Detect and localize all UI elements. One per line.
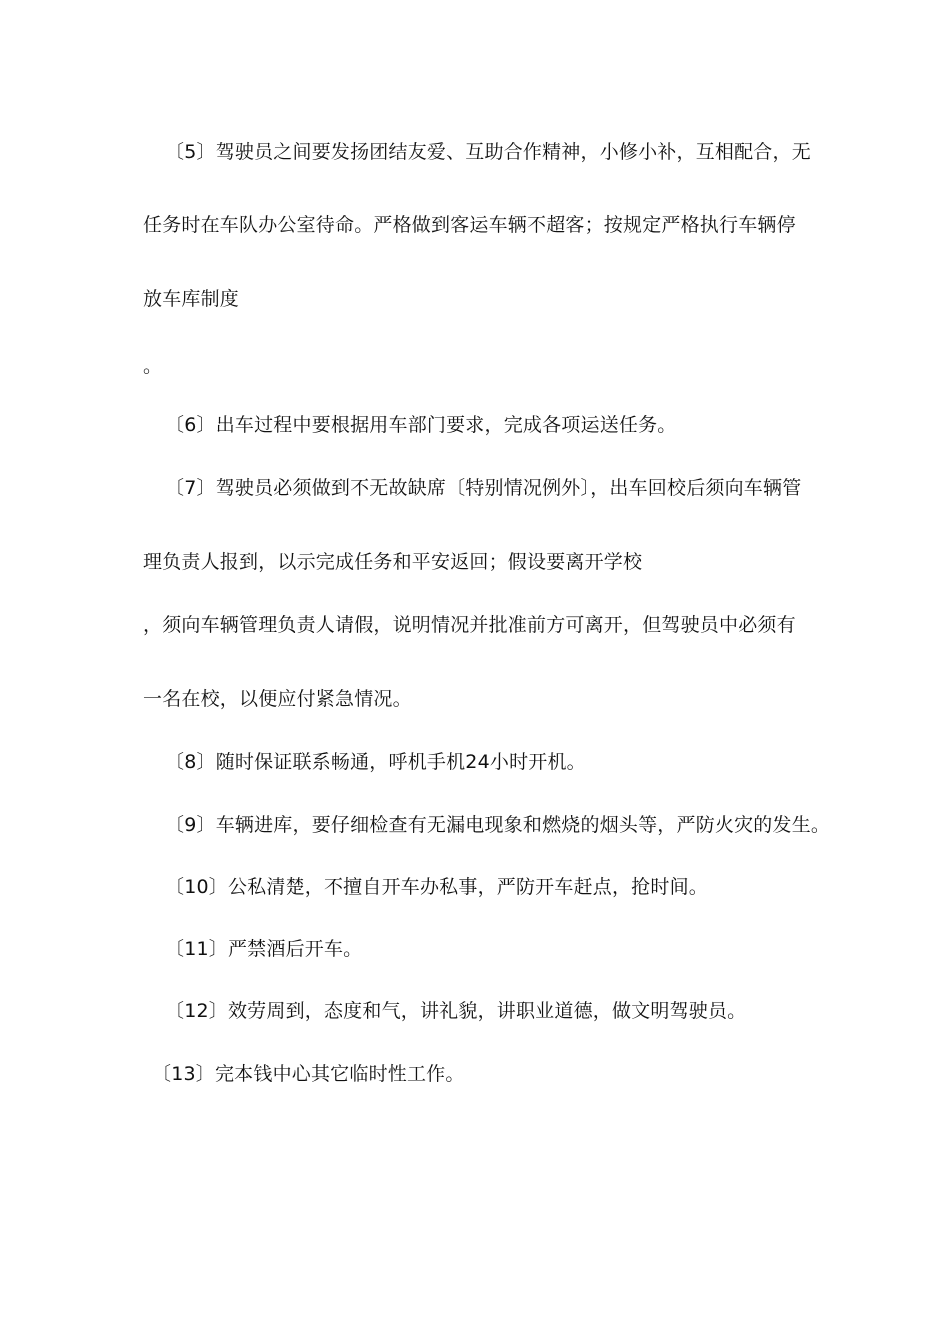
paragraph-line: 任务时在车队办公室待命。严格做到客运车辆不超客；按规定严格执行车辆停 <box>143 214 796 236</box>
paragraph-line: 〔5〕驾驶员之间要发扬团结友爱、互助合作精神，小修小补，互相配合，无 <box>165 141 811 163</box>
paragraph-line: ，须向车辆管理负责人请假，说明情况并批准前方可离开，但驾驶员中必须有 <box>143 614 796 636</box>
paragraph-line: 一名在校，以便应付紧急情况。 <box>143 688 412 710</box>
paragraph-line: 〔7〕驾驶员必须做到不无故缺席〔特别情况例外〕，出车回校后须向车辆管 <box>165 477 802 499</box>
paragraph-line: 〔8〕随时保证联系畅通，呼机手机24小时开机。 <box>165 751 586 773</box>
paragraph-line: 放车库制度 <box>143 288 240 310</box>
paragraph-line: 理负责人报到，以示完成任务和平安返回；假设要离开学校 <box>143 551 643 573</box>
paragraph-line: 〔11〕严禁酒后开车。 <box>165 938 363 960</box>
paragraph-line: 〔12〕效劳周到，态度和气，讲礼貌，讲职业道德，做文明驾驶员。 <box>165 1000 747 1022</box>
paragraph-line: 〔6〕出车过程中要根据用车部门要求，完成各项运送任务。 <box>165 414 677 436</box>
paragraph-line: 〔10〕公私清楚，不擅自开车办私事，严防开车赶点，抢时间。 <box>165 876 708 898</box>
paragraph-line: 〔9〕车辆进库，要仔细检查有无漏电现象和燃烧的烟头等，严防火灾的发生。 <box>165 814 831 836</box>
paragraph-line: 〔13〕完本钱中心其它临时性工作。 <box>152 1063 465 1085</box>
paragraph-line: 。 <box>143 355 163 377</box>
